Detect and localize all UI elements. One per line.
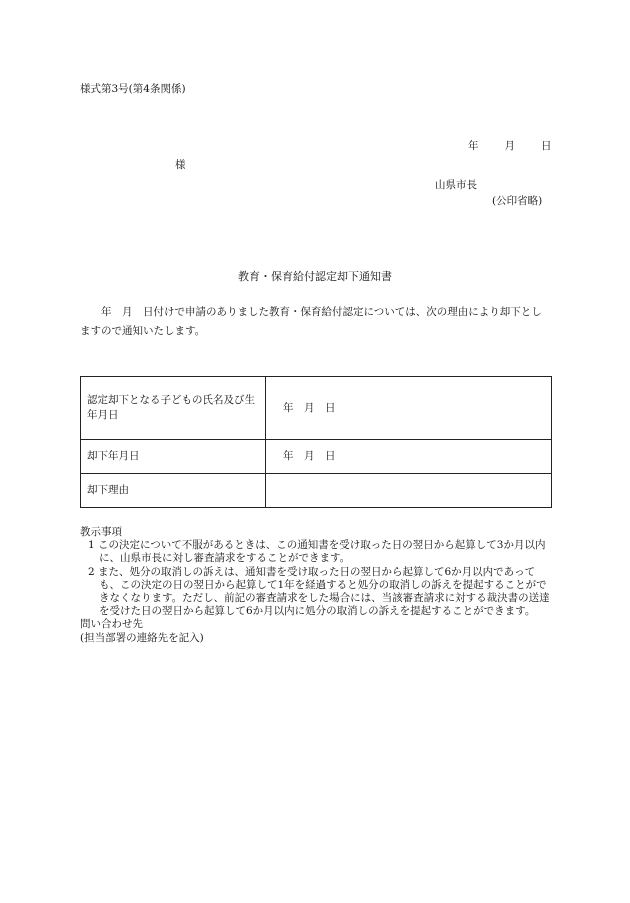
notice-item bbox=[80, 539, 554, 565]
child-name-label: 認定却下となる子どもの氏名及び生年月日 bbox=[81, 377, 266, 440]
notice-item-text: この決定について不服があるときは、この通知書を受け取った日の翌日から起算して3か月以内に、山県市長に対し審査請求をすることができます。 bbox=[98, 539, 546, 565]
notice-item-number: 2 bbox=[88, 565, 95, 578]
notice-item-number: 1 bbox=[88, 539, 95, 552]
rejection-reason-label: 却下理由 bbox=[81, 474, 266, 508]
table-row bbox=[81, 474, 552, 508]
notice-heading: 教示事項 bbox=[80, 526, 122, 538]
contact-note: (担当部署の連絡先を記入) bbox=[80, 631, 204, 644]
date-day: 日 bbox=[541, 140, 552, 152]
issuer-name: 山県市長 bbox=[435, 179, 477, 191]
seal-omitted-note: (公印省略) bbox=[492, 195, 543, 207]
table-row bbox=[81, 377, 552, 440]
issue-date bbox=[468, 138, 552, 153]
rejection-date-label: 却下年月日 bbox=[81, 440, 266, 474]
form-number: 様式第3号(第4条関係) bbox=[80, 83, 186, 95]
child-birthdate-value: 年 月 日 bbox=[266, 377, 552, 440]
rejection-reason-value bbox=[266, 474, 552, 508]
rejection-date-value: 年 月 日 bbox=[266, 440, 552, 474]
notice-item bbox=[80, 566, 554, 619]
date-year: 年 bbox=[468, 140, 479, 152]
contact-heading: 問い合わせ先 bbox=[80, 618, 143, 631]
body-paragraph: 年 月 日付けで申請のありました教育・保育給付認定については、次の理由により却下としますので通知いたします。 bbox=[80, 306, 542, 337]
notice-item-text: また、処分の取消しの訴えは、通知書を受け取った日の翌日から起算して6か月以内であっても、この決定の日の翌日から起算して1年を経過すると処分の取消しの訴えを提起することができなくなります。ただし、前記の審査請求をした場合には、当該審査請求に対する裁決書の送達を受けた日の翌日から起算して6か月以内に処分の取消しの訴えを提起することができます。 bbox=[98, 565, 550, 618]
recipient-salutation: 様 bbox=[175, 159, 186, 171]
date-month: 月 bbox=[504, 140, 515, 152]
table-row bbox=[81, 440, 552, 474]
notice-section bbox=[80, 526, 554, 645]
document-title: 教育・保育給付認定却下通知書 bbox=[238, 270, 392, 283]
details-table bbox=[80, 376, 552, 508]
